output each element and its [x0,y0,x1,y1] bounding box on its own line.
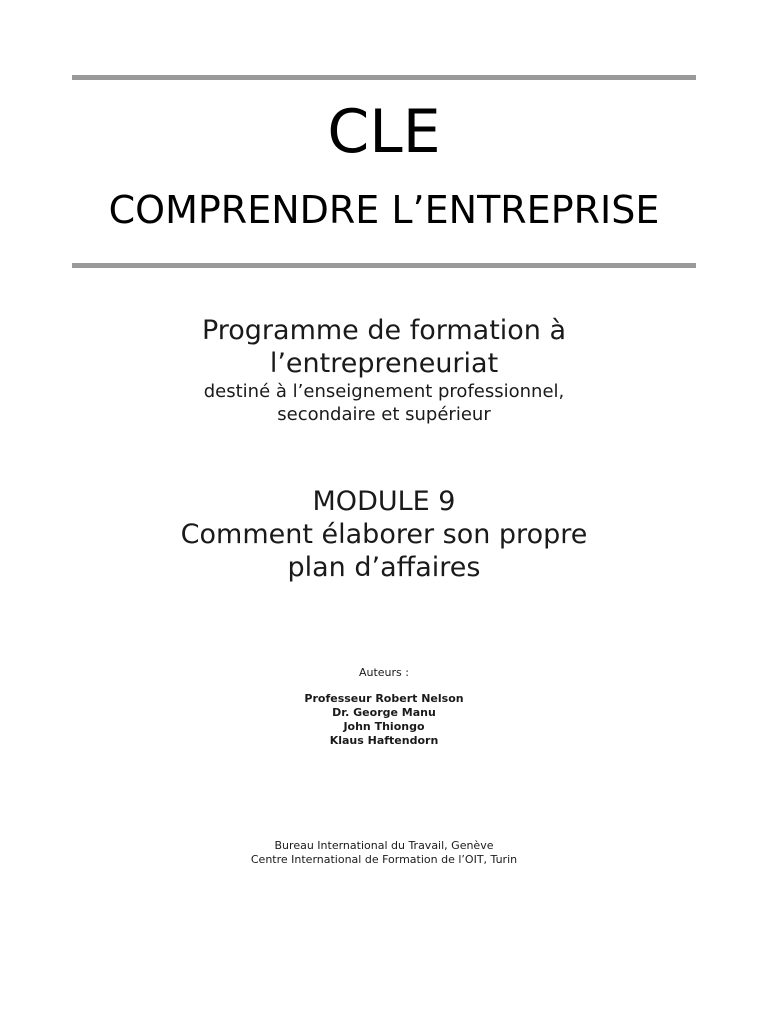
publisher-line-2: Centre International de Formation de l’OIT, Turin [250,853,518,866]
publisher-line-1: Bureau International du Travail, Genève [274,839,494,852]
module-title-line-1: Comment élaborer son propre [180,519,588,550]
author-name: Klaus Haftendorn [329,734,439,747]
document-subtitle: COMPRENDRE L’ENTREPRISE [108,188,660,232]
author-name: Professeur Robert Nelson [304,692,464,705]
authors-list [0,692,768,748]
bottom-divider [72,263,696,268]
author-name: Dr. George Manu [332,706,436,719]
document-title: CLE [327,97,441,167]
programme-description-1: destiné à l’enseignement professionnel, [203,381,565,402]
module-block [0,485,768,584]
top-divider [72,75,696,80]
module-title-line-2: plan d’affaires [287,552,481,583]
authors-label: Auteurs : [358,666,409,679]
publishers-block [0,839,768,867]
module-number: MODULE 9 [312,486,456,517]
author-name: John Thiongo [343,720,425,733]
programme-line-1: Programme de formation à [201,315,567,346]
programme-block [0,314,768,426]
programme-line-2: l’entrepreneuriat [269,348,499,379]
programme-description-2: secondaire et supérieur [277,404,491,425]
